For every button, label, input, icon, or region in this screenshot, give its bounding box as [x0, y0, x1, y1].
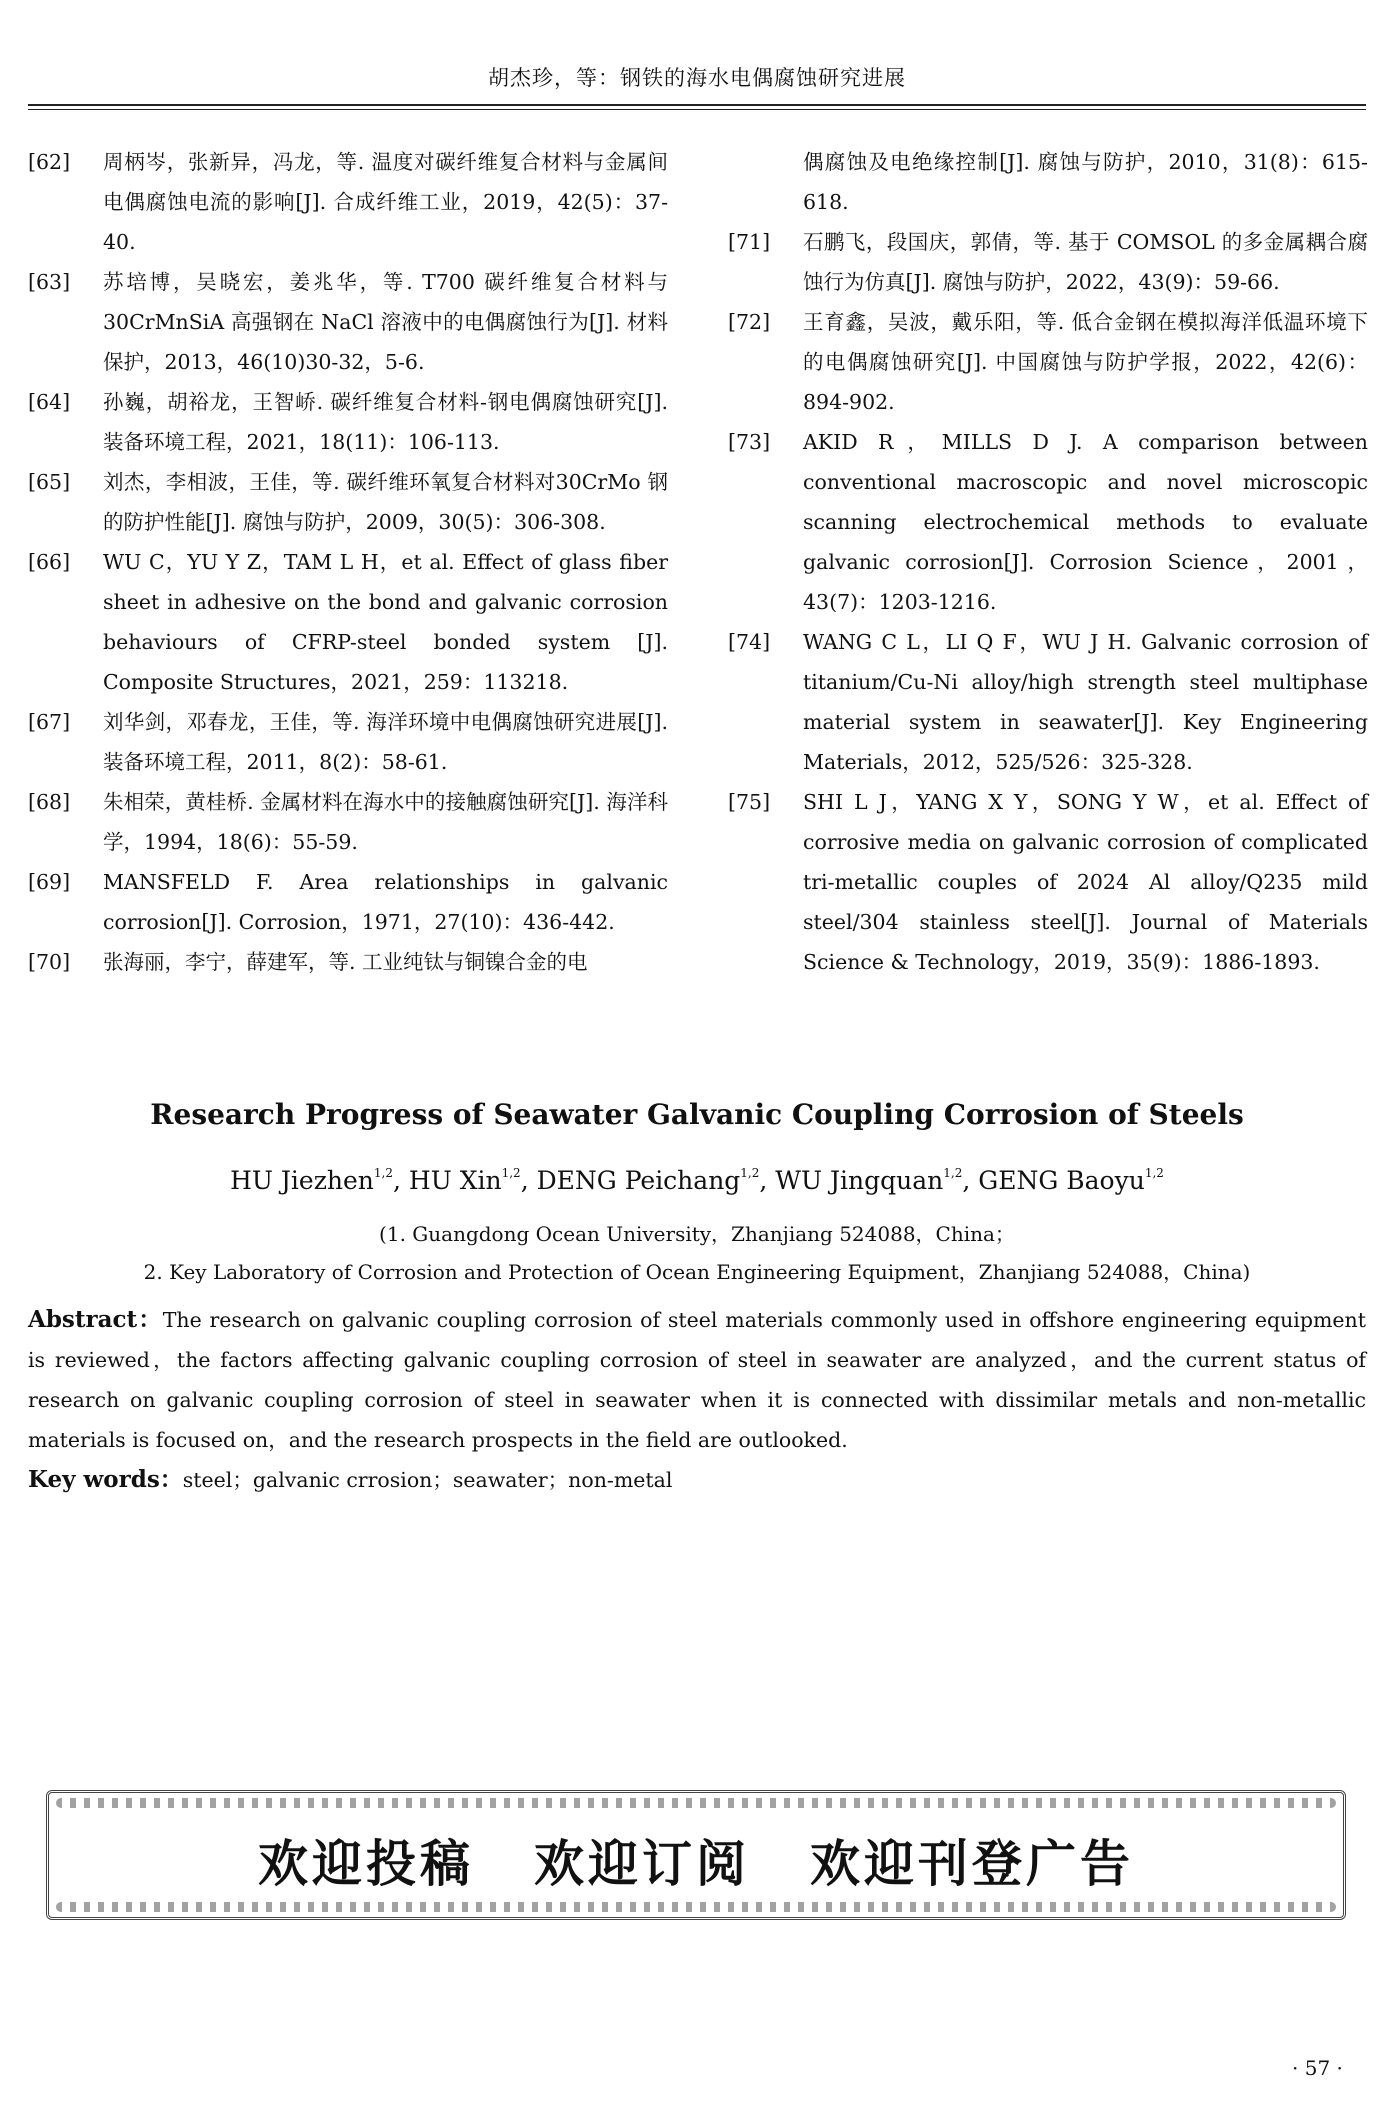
affiliation-2: 2. Key Laboratory of Corrosion and Protection of Ocean Engineering Equipment，Zhanjiang 524088，China)	[143, 1260, 1251, 1284]
reference-number: [62]	[28, 150, 71, 174]
reference-number: [64]	[28, 390, 71, 414]
author-name: HU Xin	[408, 1166, 502, 1195]
banner-ornament-bottom	[56, 1902, 1336, 1912]
reference-number: [75]	[728, 790, 771, 814]
author-name: GENG Baoyu	[978, 1166, 1145, 1195]
running-header: 胡杰珍，等：钢铁的海水电偶腐蚀研究进展	[488, 66, 906, 90]
reference-text: 周柄岑，张新异，冯龙，等. 温度对碳纤维复合材料与金属间电偶腐蚀电流的影响[J]. 合成纤维工业，2019，42(5)：37-40.	[103, 150, 668, 254]
page-number: · 57 ·	[1292, 2056, 1343, 2080]
author-affiliation-mark: 1,2	[373, 1166, 393, 1180]
abstract-text: The research on galvanic coupling corrosion of steel materials commonly used in offshore engineering equipment is reviewed，the factors affecting galvanic coupling corrosion of steel in seawater are analyzed，and the current status of research on galvanic coupling corrosion of steel in seawater when it is connected with dissimilar metals and non-metallic materials is focused on，and the research prospects in the field are outlooked.	[28, 1308, 1366, 1452]
english-title: Research Progress of Seawater Galvanic Coupling Corrosion of Steels	[150, 1098, 1244, 1131]
reference-entry	[28, 782, 668, 862]
reference-text: 刘华剑，邓春龙，王佳，等. 海洋环境中电偶腐蚀研究进展[J]. 装备环境工程，2011，8(2)：58-61.	[103, 710, 668, 774]
references-right-column	[728, 142, 1368, 982]
banner-phrase-submit: 欢迎投稿	[258, 1834, 474, 1893]
abstract	[28, 1300, 1366, 1460]
reference-entry	[28, 942, 668, 982]
reference-entry	[728, 622, 1368, 782]
reference-text: 苏培博，吴晓宏，姜兆华，等. T700 碳纤维复合材料与30CrMnSiA 高强钢在 NaCl 溶液中的电偶腐蚀行为[J]. 材料保护，2013，46(10)30-32，5-6.	[103, 270, 668, 374]
author-affiliation-mark: 1,2	[943, 1166, 963, 1180]
reference-continuation: 偶腐蚀及电绝缘控制[J]. 腐蚀与防护，2010，31(8)：615-618.	[803, 150, 1368, 214]
author-name: HU Jiezhen	[230, 1166, 374, 1195]
reference-text: 孙巍，胡裕龙，王智峤. 碳纤维复合材料-钢电偶腐蚀研究[J]. 装备环境工程，2021，18(11)：106-113.	[103, 390, 668, 454]
reference-entry	[28, 142, 668, 262]
reference-number: [71]	[728, 230, 771, 254]
reference-text: 朱相荣，黄桂桥. 金属材料在海水中的接触腐蚀研究[J]. 海洋科学，1994，18(6)：55-59.	[103, 790, 668, 854]
reference-entry	[728, 302, 1368, 422]
keywords	[28, 1460, 1366, 1500]
keywords-text: steel；galvanic crrosion；seawater；non-metal	[182, 1468, 673, 1492]
header-rule-thin	[28, 109, 1366, 110]
author-affiliation-mark: 1,2	[1144, 1166, 1164, 1180]
author-list: HU Jiezhen$^{1,2}$, HU Xin$^{1,2}$, DENG Peichang$^{1,2}$, WU Jingquan$^{1,2}$, GENG Baoyu$^{1,2}$	[230, 1166, 1164, 1195]
reference-entry	[28, 702, 668, 782]
keywords-label: Key words：	[28, 1466, 183, 1493]
reference-number: [66]	[28, 550, 71, 574]
reference-number: [72]	[728, 310, 771, 334]
reference-entry	[728, 422, 1368, 622]
journal-banner	[46, 1790, 1346, 1920]
affiliation-1: (1. Guangdong Ocean University，Zhanjiang 524088，China；	[379, 1222, 1015, 1246]
reference-entry	[28, 262, 668, 382]
author-name: DENG Peichang	[536, 1166, 741, 1195]
reference-number: [68]	[28, 790, 71, 814]
reference-number: [74]	[728, 630, 771, 654]
reference-text: 刘杰，李相波，王佳，等. 碳纤维环氧复合材料对30CrMo 钢的防护性能[J]. 腐蚀与防护，2009，30(5)：306-308.	[103, 470, 668, 534]
reference-entry	[728, 782, 1368, 982]
reference-text: MANSFELD F. Area relationships in galvanic corrosion[J]. Corrosion，1971，27(10)：436-442.	[103, 870, 668, 934]
references-left-column	[28, 142, 668, 982]
reference-text: WANG C L，LI Q F，WU J H. Galvanic corrosion of titanium/Cu-Ni alloy/high strength steel multiphase material system in seawater[J]. Key Engineering Materials，2012，525/526：325-328.	[803, 630, 1368, 774]
reference-number: [69]	[28, 870, 71, 894]
reference-number: [73]	[728, 430, 771, 454]
reference-entry	[28, 382, 668, 462]
author-affiliation-mark: 1,2	[740, 1166, 760, 1180]
author-affiliation-mark: 1,2	[501, 1166, 521, 1180]
author-name: WU Jingquan	[775, 1166, 944, 1195]
abstract-label: Abstract：	[28, 1306, 163, 1333]
reference-text: 张海丽，李宁，薛建军，等. 工业纯钛与铜镍合金的电	[103, 950, 588, 974]
reference-text: AKID R，MILLS D J. A comparison between conventional macroscopic and novel microscopic scanning electrochemical methods to evaluate galvanic corrosion[J]. Corrosion Science，2001，43(7)：1203-1216.	[803, 430, 1368, 614]
reference-entry	[728, 222, 1368, 302]
reference-number: [67]	[28, 710, 71, 734]
reference-entry	[28, 862, 668, 942]
reference-text: WU C，YU Y Z，TAM L H，et al. Effect of glass fiber sheet in adhesive on the bond and galvanic corrosion behaviours of CFRP-steel bonded system [J]. Composite Structures，2021，259：113218.	[103, 550, 668, 694]
reference-number: [65]	[28, 470, 71, 494]
reference-text: 王育鑫，吴波，戴乐阳，等. 低合金钢在模拟海洋低温环境下的电偶腐蚀研究[J]. 中国腐蚀与防护学报，2022，42(6)：894-902.	[803, 310, 1368, 414]
banner-phrase-advertise: 欢迎刊登广告	[810, 1834, 1134, 1893]
banner-text	[46, 1824, 1346, 1896]
reference-text: 石鹏飞，段国庆，郭倩，等. 基于 COMSOL 的多金属耦合腐蚀行为仿真[J]. 腐蚀与防护，2022，43(9)：59-66.	[803, 230, 1368, 294]
banner-ornament-top	[56, 1798, 1336, 1808]
reference-number: [63]	[28, 270, 71, 294]
reference-text: SHI L J，YANG X Y，SONG Y W，et al. Effect of corrosive media on galvanic corrosion of complicated tri-metallic couples of 2024 Al alloy/Q235 mild steel/304 stainless steel[J]. Journal of Materials Science & Technology，2019，35(9)：1886-1893.	[803, 790, 1368, 974]
banner-phrase-subscribe: 欢迎订阅	[534, 1834, 750, 1893]
reference-entry	[28, 462, 668, 542]
reference-entry	[28, 542, 668, 702]
header-rule	[28, 104, 1366, 106]
reference-number: [70]	[28, 950, 71, 974]
